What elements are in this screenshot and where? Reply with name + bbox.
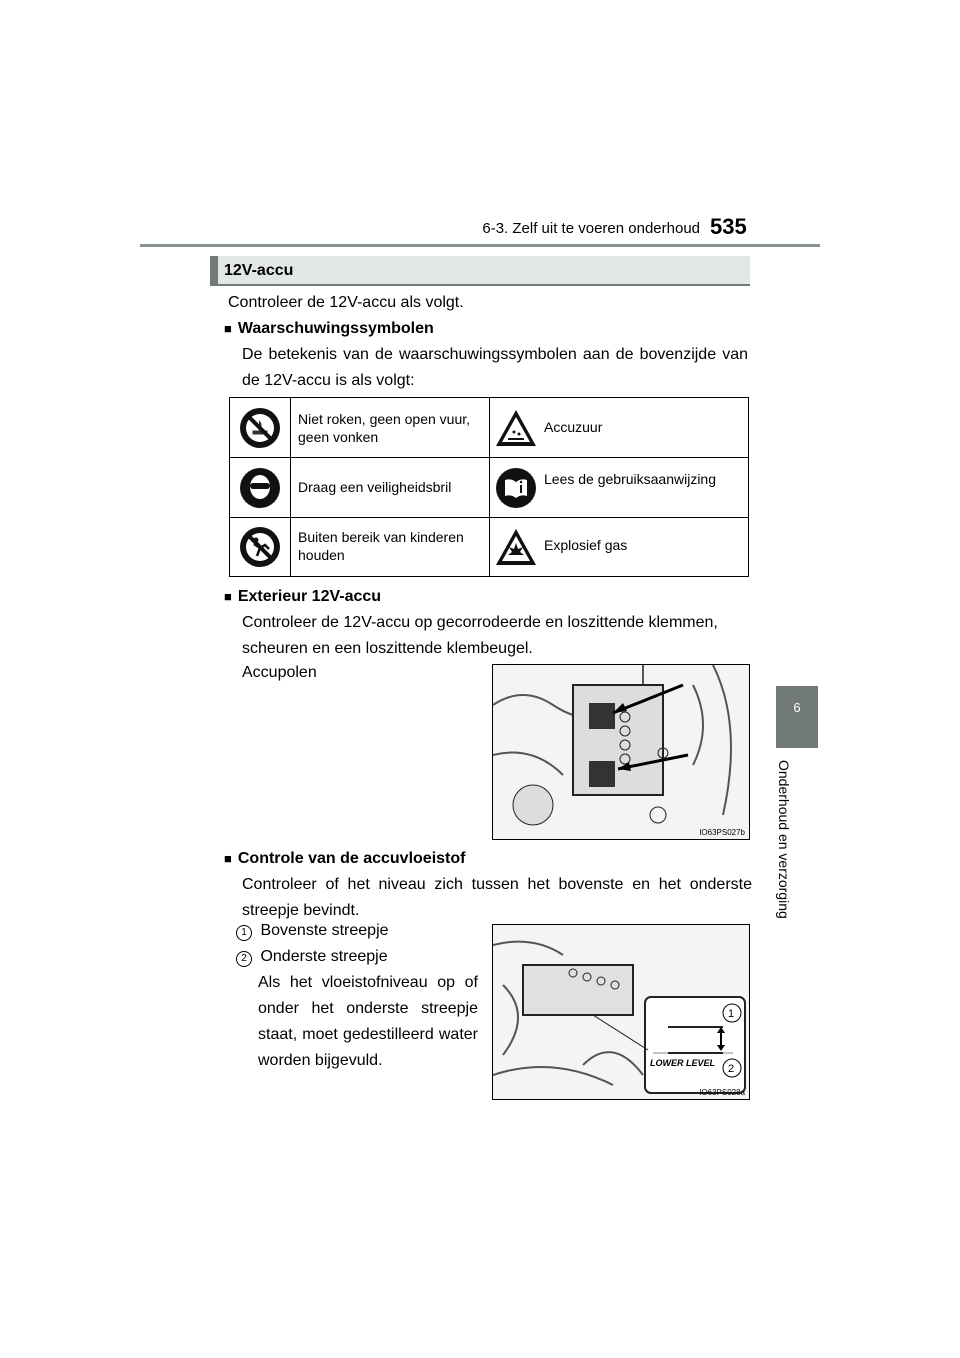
fluid-note: Als het vloeistofniveau op of onder het onderste streepje staat, moet gedestilleerd water worden bijgevuld.: [258, 974, 478, 1069]
keep-from-children-icon: [230, 518, 290, 576]
chapter-title: Onderhoud en verzorging: [776, 760, 792, 919]
safety-goggles-icon: [230, 458, 290, 517]
fluid-heading: ■ Controle van de accuvloeistof: [224, 850, 466, 867]
explosive-gas-icon: [492, 518, 540, 576]
callout-2: 2: [728, 1063, 735, 1075]
photo-code: IO63PS028a: [699, 1088, 745, 1097]
warning-label-no-smoking: Niet roken, geen open vuur, geen vonken: [298, 411, 471, 445]
bullet-square-icon: ■: [224, 851, 232, 866]
bullet-square-icon: ■: [224, 589, 232, 604]
warning-label-goggles: Draag een veiligheidsbril: [298, 479, 452, 495]
fluid-text: Controleer of het niveau zich tussen het bovenste en het onderste streepje bevindt.: [242, 876, 752, 919]
exterior-heading: ■ Exterieur 12V-accu: [224, 588, 382, 605]
header-section-title: 6-3. Zelf uit te voeren onderhoud: [482, 220, 700, 237]
legend-item-2: 2 Onderste streepje: [236, 944, 388, 970]
battery-terminals-photo: [492, 664, 750, 840]
section-intro: Controleer de 12V-accu als volgt.: [228, 294, 464, 311]
callout-number: 1: [236, 925, 252, 941]
chapter-tab: 6: [776, 686, 818, 748]
warning-label-explosive: Explosief gas: [544, 537, 628, 553]
exterior-text: Controleer de 12V-accu op gecorrodeerde en loszittende klemmen, scheuren en een loszittende klembeugel.: [242, 614, 718, 657]
warning-label-manual: Lees de gebruiksaanwijzing: [544, 471, 716, 487]
photo-label-battery-terminals: Accupolen: [242, 664, 317, 681]
warning-label-children: Buiten bereik van kinderen houden: [298, 529, 464, 563]
bullet-square-icon: ■: [224, 321, 232, 336]
no-smoking-icon: [230, 398, 290, 457]
callout-1: 1: [728, 1008, 735, 1020]
acid-warning-icon: [492, 398, 540, 457]
lower-level-marking: LOWER LEVEL: [650, 1058, 715, 1068]
section-title: 12V-accu: [224, 262, 294, 279]
header-divider: [140, 244, 820, 247]
warning-label-acid: Accuzuur: [544, 419, 603, 435]
chapter-side-label: [740, 760, 850, 960]
legend-item-1: 1 Bovenste streepje: [236, 918, 389, 944]
read-manual-icon: [492, 458, 540, 517]
fluid-level-photo: [492, 924, 750, 1100]
callout-number: 2: [236, 951, 252, 967]
warnings-heading: ■ Waarschuwingssymbolen: [224, 320, 434, 337]
warnings-text: De betekenis van de waarschuwingssymbolen aan de bovenzijde van de 12V-accu is als volgt:: [242, 346, 748, 389]
page-number: 535: [710, 214, 747, 239]
warning-symbols-table: [229, 397, 749, 577]
photo-code: IO63PS027b: [699, 828, 745, 837]
